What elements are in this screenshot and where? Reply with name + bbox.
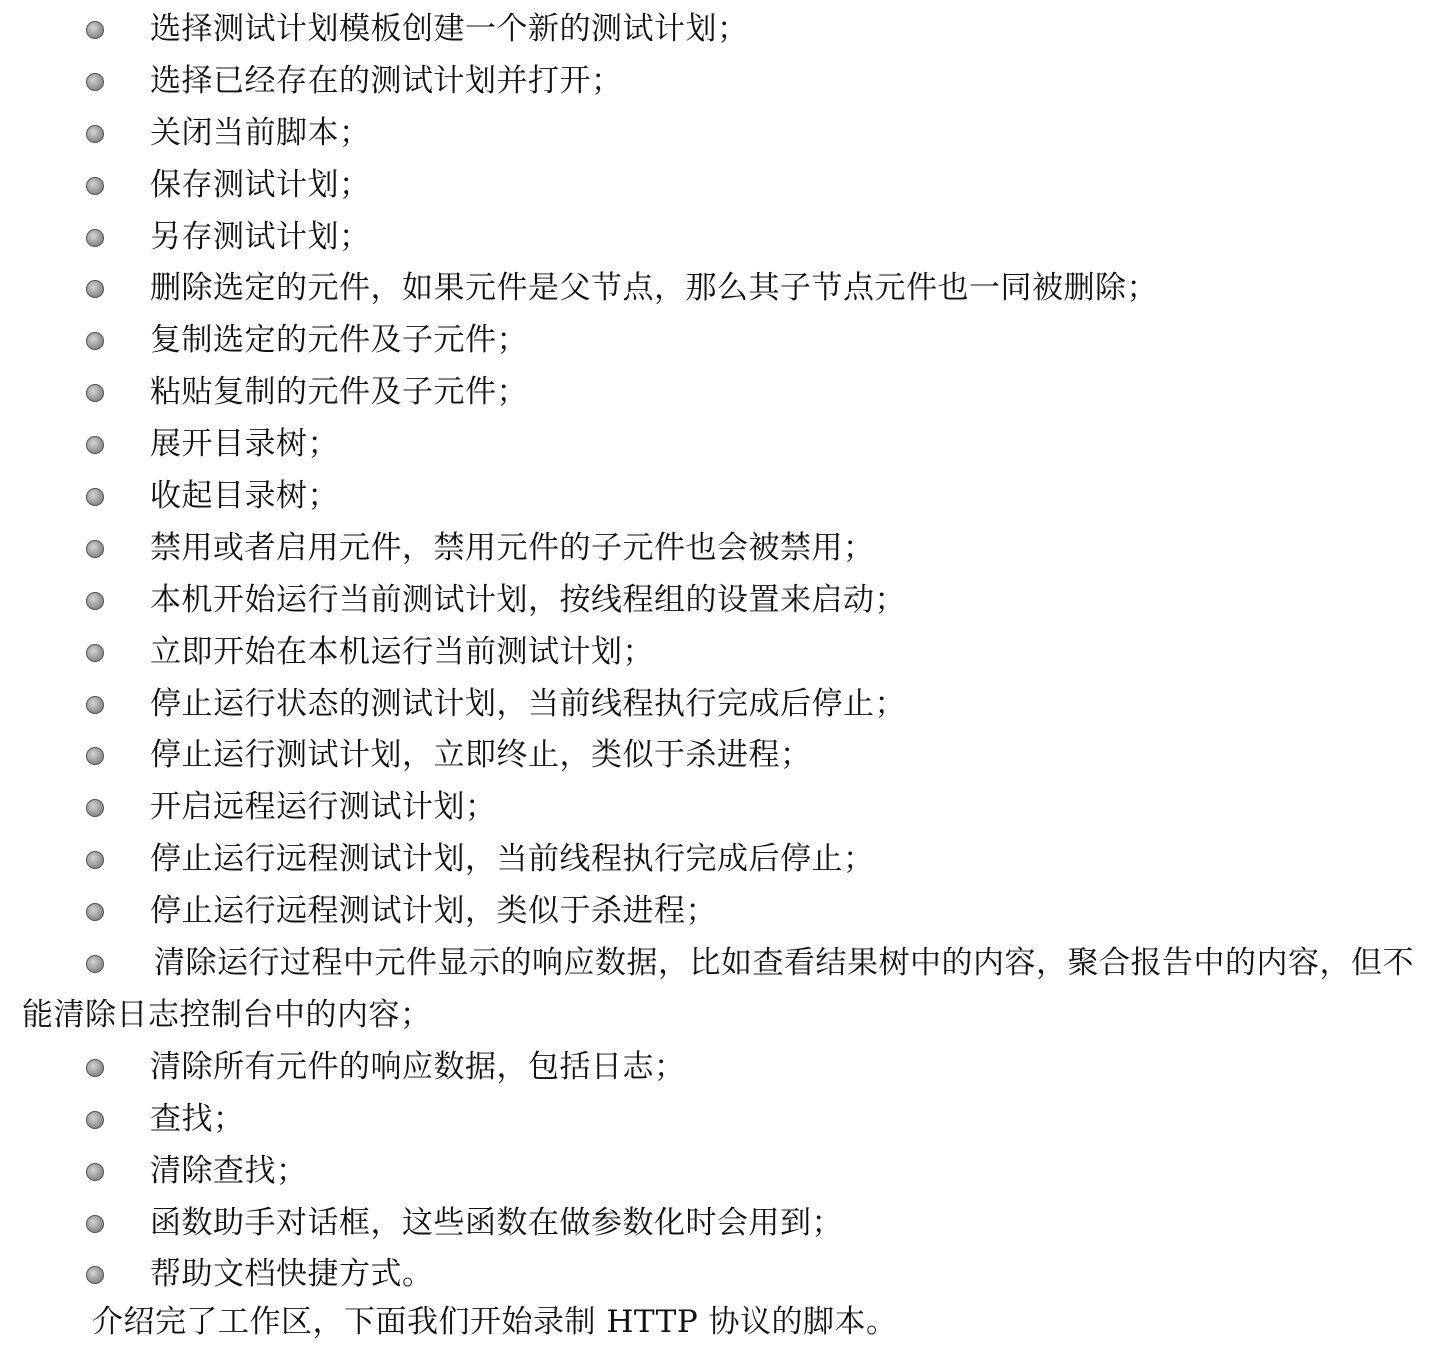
bullet-icon: [86, 592, 104, 610]
list-item-text: 关闭当前脚本；: [150, 114, 371, 151]
list-item: [0, 471, 1436, 523]
list-item-text: 函数助手对话框，这些函数在做参数化时会用到；: [150, 1204, 843, 1241]
list-item: [0, 627, 1436, 679]
list-item-text: 查找；: [150, 1100, 245, 1137]
bullet-icon: [86, 540, 104, 558]
list-item: [0, 160, 1436, 212]
bullet-icon: [86, 229, 104, 247]
list-item: [0, 108, 1436, 160]
list-item-text: 清除所有元件的响应数据，包括日志；: [150, 1048, 686, 1085]
list-item: [0, 1042, 1436, 1094]
list-item-text: 选择测试计划模板创建一个新的测试计划；: [150, 11, 749, 47]
list-item-text: 开启远程运行测试计划；: [150, 789, 497, 826]
list-item-text: 删除选定的元件，如果元件是父节点，那么其子节点元件也一同被删除；: [150, 270, 1158, 307]
list-item: [0, 886, 1436, 938]
list-item-text: 帮助文档快捷方式。: [150, 1256, 434, 1293]
list-item-text: 立即开始在本机运行当前测试计划；: [150, 633, 654, 670]
list-item: [0, 263, 1436, 315]
list-item-text: 停止运行远程测试计划，当前线程执行完成后停止；: [150, 841, 875, 878]
bullet-icon: [86, 1163, 104, 1181]
bullet-icon: [86, 1059, 104, 1077]
bullet-icon: [86, 125, 104, 143]
list-item: [0, 575, 1436, 627]
toolbar-function-list: [0, 4, 1436, 1301]
list-item-text: 停止运行测试计划，立即终止，类似于杀进程；: [150, 737, 812, 774]
closing-paragraph: 介绍完了工作区，下面我们开始录制 HTTP 协议的脚本。: [92, 1304, 898, 1340]
list-item: [0, 730, 1436, 782]
list-item: [0, 367, 1436, 419]
list-item: [0, 1198, 1436, 1250]
bullet-icon: [86, 644, 104, 662]
list-item-text: 粘贴复制的元件及子元件；: [150, 374, 528, 411]
list-item: [0, 834, 1436, 886]
list-item-text: 停止运行状态的测试计划，当前线程执行完成后停止；: [150, 685, 906, 722]
list-item: [0, 782, 1436, 834]
list-item-text: 清除查找；: [150, 1152, 308, 1189]
list-item: [0, 419, 1436, 471]
bullet-icon: [86, 280, 104, 298]
bullet-icon: [86, 436, 104, 454]
list-item-text: 复制选定的元件及子元件；: [150, 322, 528, 359]
list-item-text: 收起目录树；: [150, 478, 339, 515]
list-item: [0, 1249, 1436, 1301]
list-item-text: 禁用或者启用元件，禁用元件的子元件也会被禁用；: [150, 529, 875, 566]
bullet-icon: [86, 177, 104, 195]
list-item: [0, 56, 1436, 108]
list-item: [0, 315, 1436, 367]
list-item-text: 另存测试计划；: [150, 218, 371, 255]
list-item-text: 保存测试计划；: [150, 166, 371, 203]
list-item-text: 停止运行远程测试计划，类似于杀进程；: [150, 893, 717, 930]
bullet-icon: [86, 488, 104, 506]
list-item-text: 本机开始运行当前测试计划，按线程组的设置来启动；: [150, 581, 906, 618]
bullet-icon: [86, 1111, 104, 1129]
list-item: [0, 523, 1436, 575]
bullet-icon: [86, 903, 104, 921]
bullet-icon: [86, 851, 104, 869]
bullet-icon: [86, 21, 104, 39]
list-item: [0, 938, 1436, 1042]
bullet-icon: [86, 332, 104, 350]
bullet-icon: [86, 696, 104, 714]
list-item-text: 展开目录树；: [150, 426, 339, 463]
list-item-text: 清除运行过程中元件显示的响应数据，比如查看结果树中的内容，聚合报告中的内容，但不能清除日志控制台中的内容；: [22, 945, 1414, 1033]
bullet-icon: [86, 1266, 104, 1284]
list-item-text: 选择已经存在的测试计划并打开；: [150, 62, 623, 99]
list-item: [0, 1094, 1436, 1146]
list-item: [0, 4, 1436, 56]
list-item: [0, 1146, 1436, 1198]
bullet-icon: [86, 799, 104, 817]
bullet-icon: [86, 1215, 104, 1233]
bullet-icon: [86, 747, 104, 765]
bullet-icon: [86, 73, 104, 91]
bullet-icon: [86, 384, 104, 402]
list-item: [0, 212, 1436, 264]
list-item: [0, 679, 1436, 731]
